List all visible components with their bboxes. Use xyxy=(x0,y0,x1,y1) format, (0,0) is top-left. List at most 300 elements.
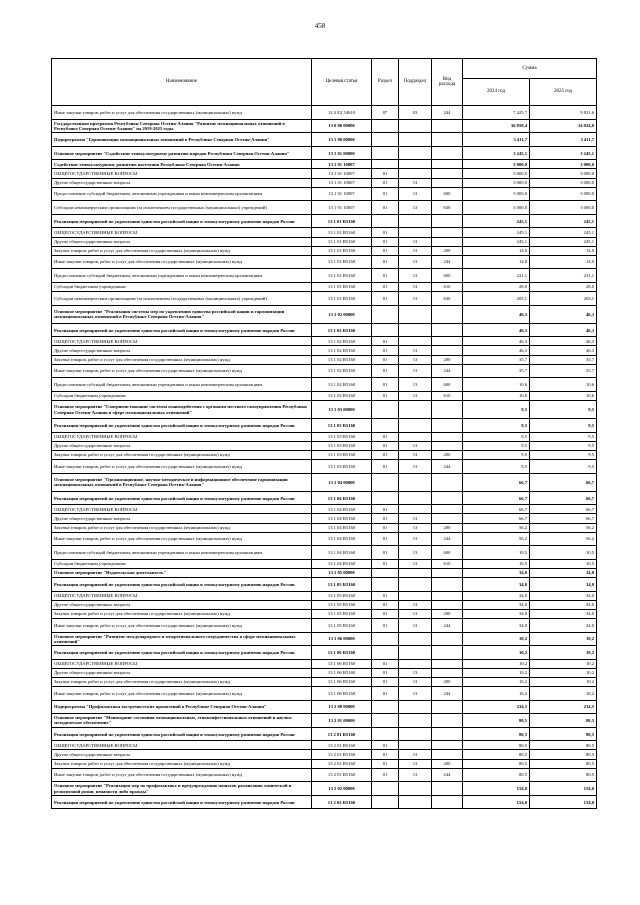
cell-name: Реализация мероприятий по укреплению единства российской нации и этнокультурному развитию народов России xyxy=(52,578,312,592)
table-row xyxy=(52,255,597,269)
table-row xyxy=(52,782,597,796)
cell-type: 244 xyxy=(432,532,463,546)
cell-code: 13 1 01 R5160 xyxy=(312,214,372,228)
cell-type: 610 xyxy=(432,559,463,568)
cell-type xyxy=(432,741,463,750)
cell-sec xyxy=(372,146,399,160)
table-row xyxy=(52,441,597,450)
table-row xyxy=(52,246,597,255)
cell-name: Основное мероприятие "Развитие международного и межрегионального сотрудничества в сфере межнациональных отношений" xyxy=(52,632,312,646)
cell-name: Субсидии бюджетным учреждениям xyxy=(52,391,312,400)
cell-name: Другие общегосударственные вопросы xyxy=(52,514,312,523)
cell-sec: 01 xyxy=(372,255,399,269)
cell-v2: 9,5 xyxy=(530,460,597,474)
cell-sec xyxy=(372,782,399,796)
cell-type: 244 xyxy=(432,106,463,120)
cell-name: Реализация мероприятий по укреплению единства российской нации и этнокультурному развитию народов России xyxy=(52,323,312,337)
table-row xyxy=(52,378,597,392)
table-row xyxy=(52,178,597,187)
table-row xyxy=(52,686,597,700)
cell-sub: 13 xyxy=(399,246,432,255)
cell-sec: 01 xyxy=(372,460,399,474)
cell-name: Реализация мероприятий по укреплению единства российской нации и этнокультурному развитию народов России xyxy=(52,727,312,741)
cell-v2: 3 000,0 xyxy=(530,169,597,178)
cell-type: 200 xyxy=(432,523,463,532)
cell-sec: 01 xyxy=(372,292,399,306)
cell-sec: 01 xyxy=(372,269,399,283)
cell-v2: 10,2 xyxy=(530,686,597,700)
cell-code: 12 3 Е2 54610 xyxy=(312,106,372,120)
cell-v2: 14,0 xyxy=(530,246,597,255)
cell-type xyxy=(432,505,463,514)
cell-v2: 34,0 xyxy=(530,568,597,577)
header-name: Наименование xyxy=(52,59,312,106)
table-row xyxy=(52,323,597,337)
cell-code: 13 1 06 R5160 xyxy=(312,677,372,686)
cell-v2: 66,7 xyxy=(530,491,597,505)
cell-code: 13 1 01 R5160 xyxy=(312,246,372,255)
table-row xyxy=(52,532,597,546)
cell-code: 13 1 06 R5160 xyxy=(312,646,372,660)
cell-v2: 80,5 xyxy=(530,714,597,728)
cell-v1: 80,5 xyxy=(463,714,530,728)
cell-code: 13 1 03 R5160 xyxy=(312,441,372,450)
table-row xyxy=(52,546,597,560)
cell-type: 244 xyxy=(432,460,463,474)
cell-type xyxy=(432,568,463,577)
cell-sec: 01 xyxy=(372,741,399,750)
cell-type xyxy=(432,419,463,433)
cell-sub xyxy=(399,400,432,418)
cell-v2: 10,2 xyxy=(530,646,597,660)
cell-v1: 203,1 xyxy=(463,292,530,306)
table-row xyxy=(52,677,597,686)
cell-sub xyxy=(399,305,432,323)
cell-sub xyxy=(399,119,432,133)
cell-v1: 34,0 xyxy=(463,600,530,609)
cell-v1: 245,1 xyxy=(463,214,530,228)
cell-name: Закупка товаров, работ и услуг для обеспечения государственных (муниципальных) нужд xyxy=(52,523,312,532)
cell-sec: 01 xyxy=(372,187,399,201)
cell-code: 13 1 00 00000 xyxy=(312,133,372,147)
cell-v1: 10,5 xyxy=(463,546,530,560)
cell-type xyxy=(432,346,463,355)
cell-sub: 13 xyxy=(399,346,432,355)
cell-sub xyxy=(399,133,432,147)
cell-sec xyxy=(372,133,399,147)
cell-code: 13 1 02 00000 xyxy=(312,305,372,323)
cell-sub xyxy=(399,323,432,337)
cell-sub: 13 xyxy=(399,559,432,568)
cell-code: 13 1 05 R5160 xyxy=(312,609,372,618)
cell-name: ОБЩЕГОСУДАРСТВЕННЫЕ ВОПРОСЫ xyxy=(52,432,312,441)
table-row xyxy=(52,473,597,491)
cell-sub xyxy=(399,782,432,796)
table-row xyxy=(52,432,597,441)
cell-v1: 46,3 xyxy=(463,323,530,337)
cell-name: Закупка товаров, работ и услуг для обеспечения государственных (муниципальных) нужд xyxy=(52,355,312,364)
cell-code: 13 1 01 10007 xyxy=(312,178,372,187)
cell-sec: 01 xyxy=(372,505,399,514)
cell-sub: 13 xyxy=(399,609,432,618)
cell-name: Иные закупки товаров, работ и услуг для обеспечения государственных (муниципальных) нужд xyxy=(52,686,312,700)
cell-v1: 9,5 xyxy=(463,400,530,418)
cell-sec: 01 xyxy=(372,768,399,782)
cell-code: 13 1 02 R5160 xyxy=(312,337,372,346)
cell-code: 13 1 06 00000 xyxy=(312,632,372,646)
cell-sec: 01 xyxy=(372,246,399,255)
cell-v2: 203,1 xyxy=(530,292,597,306)
cell-name: ОБЩЕГОСУДАРСТВЕННЫЕ ВОПРОСЫ xyxy=(52,169,312,178)
cell-sub xyxy=(399,419,432,433)
cell-type xyxy=(432,432,463,441)
cell-code: 13 1 01 00000 xyxy=(312,146,372,160)
cell-name: Предоставление субсидий бюджетным, автономным учреждениям и иным некоммерческим организациям xyxy=(52,269,312,283)
cell-sub: 13 xyxy=(399,364,432,378)
cell-v1: 80,5 xyxy=(463,768,530,782)
table-row xyxy=(52,759,597,768)
cell-sec: 01 xyxy=(372,686,399,700)
cell-v2: 10,6 xyxy=(530,378,597,392)
cell-v1: 3 000,0 xyxy=(463,187,530,201)
cell-type xyxy=(432,169,463,178)
cell-v1: 10,2 xyxy=(463,659,530,668)
cell-type xyxy=(432,659,463,668)
cell-v2: 9,5 xyxy=(530,432,597,441)
cell-sub xyxy=(399,659,432,668)
cell-v1: 80,5 xyxy=(463,727,530,741)
cell-v1: 28,0 xyxy=(463,282,530,291)
cell-name: Иные закупки товаров, работ и услуг для обеспечения государственных (муниципальных) нужд xyxy=(52,106,312,120)
cell-sec: 01 xyxy=(372,228,399,237)
cell-code: 13 1 04 R5160 xyxy=(312,523,372,532)
cell-name: Субсидии бюджетным учреждениям xyxy=(52,559,312,568)
cell-v1: 245,1 xyxy=(463,237,530,246)
cell-type xyxy=(432,646,463,660)
cell-code: 13 1 05 R5160 xyxy=(312,600,372,609)
cell-v1: 14,0 xyxy=(463,255,530,269)
table-row xyxy=(52,460,597,474)
cell-sub: 13 xyxy=(399,178,432,187)
cell-v2: 80,5 xyxy=(530,768,597,782)
cell-v1: 35,7 xyxy=(463,355,530,364)
cell-code: 13 2 01 00000 xyxy=(312,714,372,728)
table-row xyxy=(52,659,597,668)
cell-v2: 10,2 xyxy=(530,677,597,686)
cell-sub: 13 xyxy=(399,686,432,700)
cell-name: Иные закупки товаров, работ и услуг для обеспечения государственных (муниципальных) нужд xyxy=(52,364,312,378)
cell-v1: 66,7 xyxy=(463,491,530,505)
cell-v2: 245,1 xyxy=(530,214,597,228)
cell-sec: 01 xyxy=(372,201,399,215)
cell-name: Основное мероприятие "Организационное, научно-методическое и информационное обеспечение гармонизации межнациональных отношений в Республике Северная Осетия-Алания" xyxy=(52,473,312,491)
cell-type: 200 xyxy=(432,677,463,686)
cell-v1: 66,7 xyxy=(463,514,530,523)
cell-sub: 13 xyxy=(399,355,432,364)
cell-name: Другие общегосударственные вопросы xyxy=(52,750,312,759)
cell-name: Закупка товаров, работ и услуг для обеспечения государственных (муниципальных) нужд xyxy=(52,677,312,686)
cell-name: ОБЩЕГОСУДАРСТВЕННЫЕ ВОПРОСЫ xyxy=(52,505,312,514)
cell-sec: 01 xyxy=(372,600,399,609)
cell-sec: 01 xyxy=(372,364,399,378)
table-row xyxy=(52,292,597,306)
cell-code: 13 1 03 R5160 xyxy=(312,432,372,441)
cell-v1: 46,3 xyxy=(463,337,530,346)
cell-v1: 46,3 xyxy=(463,346,530,355)
cell-sec: 01 xyxy=(372,282,399,291)
cell-type: 244 xyxy=(432,255,463,269)
cell-sub xyxy=(399,632,432,646)
table-row xyxy=(52,106,597,120)
cell-name: Реализация мероприятий по укреплению единства российской нации и этнокультурному развитию народов России xyxy=(52,646,312,660)
cell-name: Основное мероприятие "Реализация системы мер по укреплению единства российской нации и гармонизации межнациональных отношений в Республике Северная Осетия-Алания" xyxy=(52,305,312,323)
cell-code: 13 1 01 R5160 xyxy=(312,292,372,306)
cell-sec: 07 xyxy=(372,106,399,120)
cell-code: 13 1 03 00000 xyxy=(312,400,372,418)
cell-v2: 14,0 xyxy=(530,255,597,269)
table-row xyxy=(52,364,597,378)
cell-sub xyxy=(399,160,432,169)
cell-code: 13 1 06 R5160 xyxy=(312,686,372,700)
cell-sub: 13 xyxy=(399,187,432,201)
cell-code: 13 1 04 R5160 xyxy=(312,532,372,546)
cell-v2: 80,5 xyxy=(530,750,597,759)
table-row xyxy=(52,146,597,160)
cell-v2: 34,0 xyxy=(530,578,597,592)
cell-sec xyxy=(372,491,399,505)
cell-type xyxy=(432,714,463,728)
cell-sec: 01 xyxy=(372,169,399,178)
cell-type xyxy=(432,491,463,505)
cell-v2: 66,7 xyxy=(530,473,597,491)
cell-sub xyxy=(399,646,432,660)
cell-code: 13 2 02 R5160 xyxy=(312,795,372,809)
cell-v1: 10,6 xyxy=(463,378,530,392)
cell-v1: 10,2 xyxy=(463,677,530,686)
cell-name: Закупка товаров, работ и услуг для обеспечения государственных (муниципальных) нужд xyxy=(52,450,312,459)
table-row xyxy=(52,578,597,592)
cell-sec: 01 xyxy=(372,237,399,246)
cell-sec xyxy=(372,400,399,418)
table-row xyxy=(52,795,597,809)
table-row xyxy=(52,133,597,147)
cell-type: 610 xyxy=(432,282,463,291)
cell-type xyxy=(432,600,463,609)
cell-sub: 13 xyxy=(399,600,432,609)
cell-type xyxy=(432,750,463,759)
cell-v1: 56,2 xyxy=(463,532,530,546)
cell-name: Основное мероприятие "Содействие этнокультурному развитию народов Республики Северная Осетия-Алания" xyxy=(52,146,312,160)
cell-type: 200 xyxy=(432,759,463,768)
cell-sub xyxy=(399,700,432,714)
cell-code: 13 1 01 R5160 xyxy=(312,255,372,269)
cell-type xyxy=(432,473,463,491)
cell-sub xyxy=(399,741,432,750)
cell-code: 13 1 01 10007 xyxy=(312,160,372,169)
cell-v2: 154,0 xyxy=(530,782,597,796)
cell-type xyxy=(432,146,463,160)
cell-code: 13 1 04 R5160 xyxy=(312,491,372,505)
cell-type xyxy=(432,305,463,323)
cell-sub xyxy=(399,578,432,592)
table-row xyxy=(52,768,597,782)
cell-sub xyxy=(399,795,432,809)
cell-name: Субсидии бюджетным учреждениям xyxy=(52,282,312,291)
cell-code: 13 1 05 R5160 xyxy=(312,578,372,592)
cell-v2: 46,3 xyxy=(530,305,597,323)
table-row xyxy=(52,632,597,646)
cell-v1: 66,7 xyxy=(463,473,530,491)
cell-sec: 01 xyxy=(372,355,399,364)
cell-v2: 231,1 xyxy=(530,269,597,283)
cell-name: Иные закупки товаров, работ и услуг для обеспечения государственных (муниципальных) нужд xyxy=(52,255,312,269)
cell-sec xyxy=(372,323,399,337)
cell-sub: 13 xyxy=(399,282,432,291)
cell-type xyxy=(432,578,463,592)
cell-sec: 01 xyxy=(372,559,399,568)
cell-name: Другие общегосударственные вопросы xyxy=(52,668,312,677)
cell-v2: 9,5 xyxy=(530,450,597,459)
cell-code: 13 1 02 R5160 xyxy=(312,391,372,400)
cell-v2: 3 245,1 xyxy=(530,146,597,160)
cell-type: 600 xyxy=(432,269,463,283)
cell-v2: 9,5 xyxy=(530,400,597,418)
cell-sec: 01 xyxy=(372,523,399,532)
cell-name: ОБЩЕГОСУДАРСТВЕННЫЕ ВОПРОСЫ xyxy=(52,337,312,346)
cell-code: 13 1 01 10007 xyxy=(312,169,372,178)
cell-v2: 35,7 xyxy=(530,355,597,364)
cell-v1: 80,5 xyxy=(463,741,530,750)
table-row xyxy=(52,160,597,169)
cell-name: Государственная программа Республики Северная Осетия-Алания "Развитие межнациональных отношений в Республике Северная Осетия-Алания" на 2019-2025 годы xyxy=(52,119,312,133)
table-row xyxy=(52,646,597,660)
cell-type: 244 xyxy=(432,768,463,782)
cell-sub xyxy=(399,505,432,514)
cell-code: 13 1 03 R5160 xyxy=(312,450,372,459)
cell-type xyxy=(432,133,463,147)
cell-v2: 10,2 xyxy=(530,659,597,668)
cell-name: Предоставление субсидий бюджетным, автономным учреждениям и иным некоммерческим организациям xyxy=(52,546,312,560)
cell-type: 610 xyxy=(432,391,463,400)
cell-v1: 46,3 xyxy=(463,305,530,323)
cell-type xyxy=(432,668,463,677)
cell-code: 13 1 06 R5160 xyxy=(312,659,372,668)
cell-v1: 7 425,7 xyxy=(463,106,530,120)
cell-name: Основное мероприятие "Совершенствование системы взаимодействия с органами местного самоуправления Республики Северная Осетия-Алания в сфере межнациональных отношений" xyxy=(52,400,312,418)
cell-v2: 35,7 xyxy=(530,364,597,378)
cell-type xyxy=(432,727,463,741)
cell-v1: 35,7 xyxy=(463,364,530,378)
cell-code: 13 1 05 R5160 xyxy=(312,618,372,632)
cell-v2: 34,0 xyxy=(530,609,597,618)
cell-v1: 245,1 xyxy=(463,228,530,237)
cell-sub xyxy=(399,714,432,728)
cell-v1: 234,5 xyxy=(463,700,530,714)
cell-name: Реализация мероприятий по укреплению единства российской нации и этнокультурному развитию народов России xyxy=(52,419,312,433)
cell-code: 13 1 06 R5160 xyxy=(312,668,372,677)
cell-v1: 3 000,0 xyxy=(463,201,530,215)
cell-name: Иные закупки товаров, работ и услуг для обеспечения государственных (муниципальных) нужд xyxy=(52,768,312,782)
cell-v1: 80,5 xyxy=(463,759,530,768)
cell-name: Реализация мероприятий по укреплению единства российской нации и этнокультурному развитию народов России xyxy=(52,214,312,228)
cell-v2: 56,2 xyxy=(530,523,597,532)
cell-sec: 01 xyxy=(372,346,399,355)
table-row xyxy=(52,523,597,532)
cell-code: 13 2 00 00000 xyxy=(312,700,372,714)
cell-sub: 13 xyxy=(399,514,432,523)
cell-v2: 34 024,0 xyxy=(530,119,597,133)
cell-sub xyxy=(399,146,432,160)
cell-sub: 13 xyxy=(399,269,432,283)
table-row xyxy=(52,355,597,364)
cell-code: 13 1 02 R5160 xyxy=(312,364,372,378)
cell-sec: 01 xyxy=(372,432,399,441)
cell-sec: 01 xyxy=(372,178,399,187)
page-number: 458 xyxy=(314,22,326,30)
cell-v2: 3 000,0 xyxy=(530,201,597,215)
cell-type: 600 xyxy=(432,546,463,560)
cell-sub: 13 xyxy=(399,391,432,400)
cell-v2: 46,3 xyxy=(530,337,597,346)
cell-name: Другие общегосударственные вопросы xyxy=(52,600,312,609)
cell-code: 13 1 02 R5160 xyxy=(312,323,372,337)
cell-sub: 13 xyxy=(399,768,432,782)
cell-name: ОБЩЕГОСУДАРСТВЕННЫЕ ВОПРОСЫ xyxy=(52,659,312,668)
cell-type: 630 xyxy=(432,201,463,215)
cell-name: Субсидии некоммерческим организациям (за исключением государственных (муниципальных) учреждений) xyxy=(52,201,312,215)
cell-code: 13 2 02 00000 xyxy=(312,782,372,796)
cell-sub xyxy=(399,228,432,237)
cell-v2: 10,5 xyxy=(530,546,597,560)
cell-v2: 80,5 xyxy=(530,727,597,741)
cell-sec xyxy=(372,795,399,809)
cell-v1: 10,5 xyxy=(463,559,530,568)
cell-v2: 80,5 xyxy=(530,741,597,750)
cell-v1: 3 411,7 xyxy=(463,133,530,147)
cell-v1: 66,7 xyxy=(463,505,530,514)
cell-sub: 13 xyxy=(399,237,432,246)
cell-type xyxy=(432,591,463,600)
table-row xyxy=(52,119,597,133)
cell-v2: 154,0 xyxy=(530,795,597,809)
cell-code: 13 2 01 R5160 xyxy=(312,741,372,750)
cell-code: 13 1 01 10007 xyxy=(312,187,372,201)
table-row xyxy=(52,187,597,201)
table-row xyxy=(52,450,597,459)
budget-table xyxy=(51,58,597,809)
cell-v1: 80,5 xyxy=(463,750,530,759)
cell-sec: 01 xyxy=(372,514,399,523)
cell-sec xyxy=(372,646,399,660)
cell-sec: 01 xyxy=(372,532,399,546)
cell-v1: 9,5 xyxy=(463,419,530,433)
cell-type: 200 xyxy=(432,609,463,618)
cell-name: Основное мероприятие "Реализация мер по профилактике и предупреждению попыток разжигания этнической и религиозной розни, ненависти либо вражды" xyxy=(52,782,312,796)
cell-code: 13 0 00 00000 xyxy=(312,119,372,133)
cell-name: ОБЩЕГОСУДАРСТВЕННЫЕ ВОПРОСЫ xyxy=(52,591,312,600)
cell-sec: 01 xyxy=(372,750,399,759)
cell-v2: 3 000,0 xyxy=(530,187,597,201)
cell-type xyxy=(432,228,463,237)
cell-sub: 03 xyxy=(399,106,432,120)
table-row xyxy=(52,609,597,618)
cell-code: 13 2 01 R5160 xyxy=(312,768,372,782)
cell-code: 13 1 05 R5160 xyxy=(312,591,372,600)
cell-v2: 10,2 xyxy=(530,632,597,646)
cell-v1: 3 000,0 xyxy=(463,169,530,178)
cell-name: Иные закупки товаров, работ и услуг для обеспечения государственных (муниципальных) нужд xyxy=(52,460,312,474)
cell-code: 13 1 01 R5160 xyxy=(312,237,372,246)
